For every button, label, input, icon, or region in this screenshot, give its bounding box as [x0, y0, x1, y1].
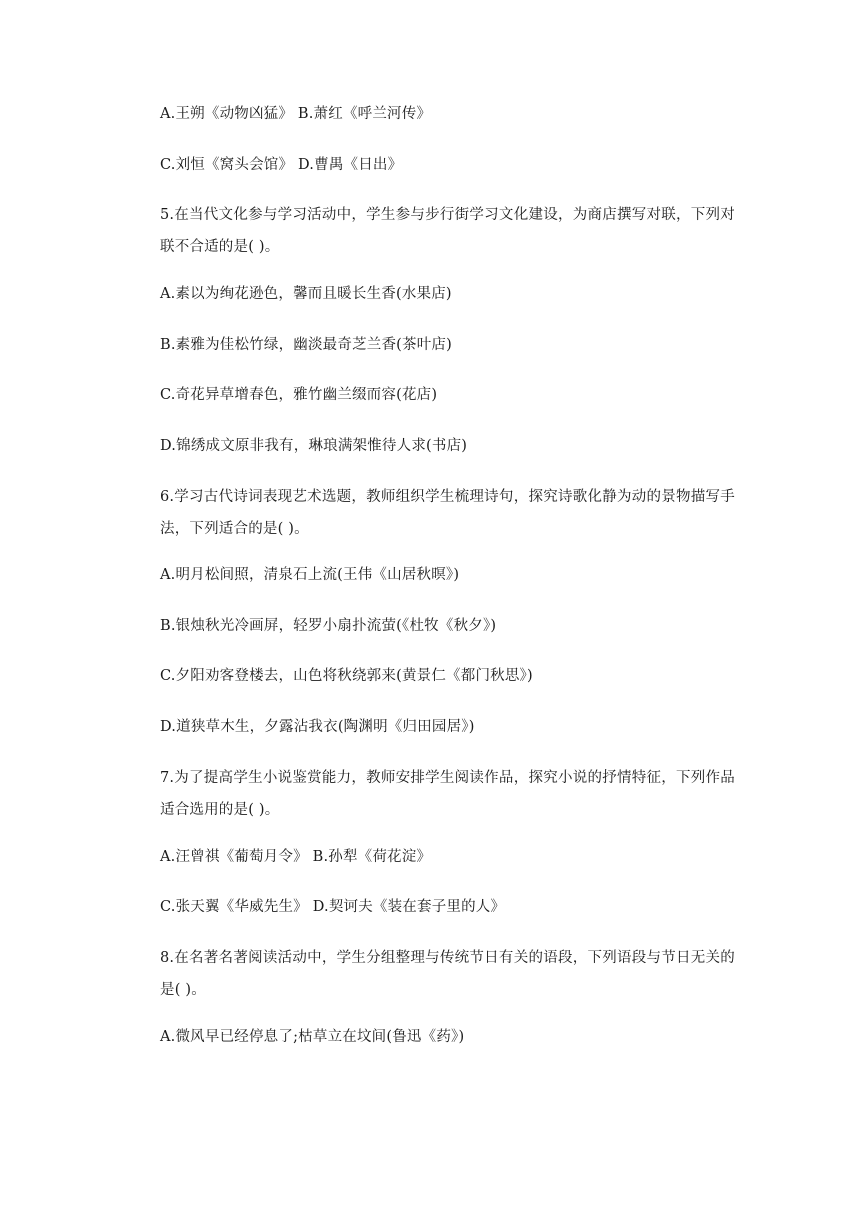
q7-option-cd: C.张天翼《华威先生》 D.契诃夫《装在套子里的人》	[160, 899, 506, 915]
q7-stem: 7.为了提高学生小说鉴赏能力，教师安排学生阅读作品，探究小说的抒情特征，下列作品适合选用的是( )。	[160, 770, 735, 818]
q6-option-b: B.银烛秋光冷画屏，轻罗小扇扑流萤(《杜牧《秋夕》)	[160, 618, 497, 634]
q5-option-a: A.素以为绚花逊色，馨而且暖长生香(水果店)	[160, 286, 452, 302]
q4-option-ab: A.王朔《动物凶猛》 B.萧红《呼兰河传》	[160, 106, 432, 122]
q5-stem: 5.在当代文化参与学习活动中，学生参与步行街学习文化建设，为商店撰写对联，下列对联不合适的是( )。	[160, 207, 735, 255]
q6-option-a: A.明月松间照，清泉石上流(王伟《山居秋暝》)	[160, 567, 460, 583]
q5-option-c: C.奇花异草增春色，雅竹幽兰缀而容(花店)	[160, 387, 438, 403]
q8-stem: 8.在名著名著阅读活动中，学生分组整理与传统节日有关的语段，下列语段与节日无关的是( )。	[160, 950, 735, 998]
q6-option-d: D.道狭草木生，夕露沾我衣(陶渊明《归田园居》)	[160, 719, 475, 735]
q4-option-cd: C.刘恒《窝头会馆》 D.曹禺《日出》	[160, 157, 403, 173]
q8-option-a: A.微风早已经停息了;枯草立在坟间(鲁迅《药》)	[160, 1029, 465, 1045]
q5-option-b: B.素雅为佳松竹绿，幽淡最奇芝兰香(茶叶店)	[160, 337, 452, 353]
q7-option-ab: A.汪曾祺《葡萄月令》 B.孙犁《荷花淀》	[160, 849, 432, 865]
q5-option-d: D.锦绣成文原非我有，琳琅满架惟待人求(书店)	[160, 438, 468, 454]
q6-option-c: C.夕阳劝客登楼去，山色将秋绕郭来(黄景仁《都门秋思》)	[160, 668, 533, 684]
q6-stem: 6.学习古代诗词表现艺术选题，教师组织学生梳理诗句，探究诗歌化静为动的景物描写手法，下列适合的是( )。	[160, 489, 735, 537]
